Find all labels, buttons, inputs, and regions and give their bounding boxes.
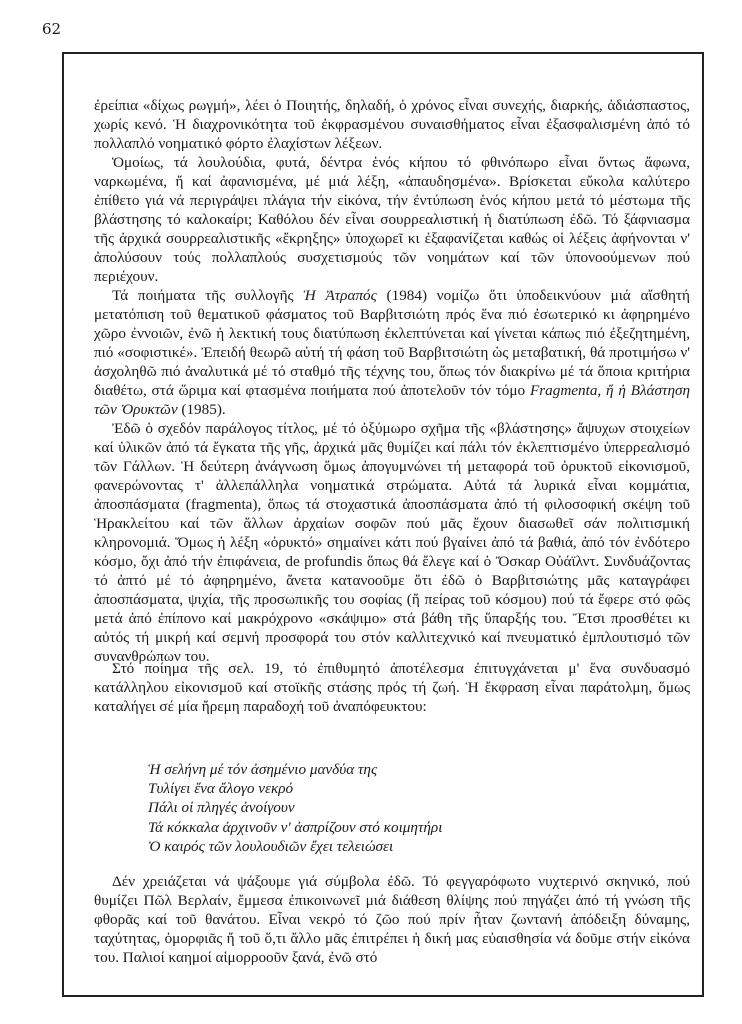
italic-title: Fragmenta, ἤ ἡ Βλάστηση τῶν Ὀρυκτῶν [94, 382, 690, 418]
poem-line: Ἡ σελήνη μέ τόν ἀσημένιο μανδύα της [148, 761, 378, 778]
body-paragraph [94, 286, 690, 419]
body-paragraph [94, 96, 690, 153]
text-run: Τά ποιήματα τῆς συλλογῆς [112, 287, 304, 304]
text-run: Ἐδῶ ὁ σχεδόν παράλογος τίτλος, μέ τό ὀξύμωρο σχῆμα τῆς «βλάστησης» ἄψυχων στοιχείων καί ὑλικῶν ἀπό τά ἔγκατα τῆς γῆς, ἀρχικά μᾶς θυμίζει καί πάλι τόν ἐκλεπτισμένο ὑπερρεαλισμό τῶν Γάλλων. Ἡ δεύτερη ἀνάγνωση ὅμως ἀπογυμνώνει τή μεταφορά τοῦ ὀρυκτοῦ εἰκονισμοῦ, φανερώνοντας τ' ἀλλεπάλληλα νοηματικά στρώματα. Αὐτά τά λυρικά εἶναι κομμάτια, ἀποσπάσματα (fragmenta), ὅπως τά στοχαστικά ἀποσπάσματα ἀπό τή φιλοσοφική σκέψη τοῦ Ἡρακλείτου καί τῶν ἄλλων ἀρχαίων σοφῶν πού μᾶς ἔχουν διασωθεῖ σάν πολιτισμική κληρονομιά. Ὅμως ἡ λέξη «ὀρυκτό» σημαίνει κάτι πού βγαίνει ἀπό τά βαθιά, ἀπό τόν ἐνδότερο κόσμο, ὄχι ἀπό τήν ἐπιφάνεια, de profundis ὅπως θά ἔλεγε καί ὁ Ὄσκαρ Οὐάϊλντ. Συνδυάζοντας τό ἀπτό μέ τό ἀφηρημένο, ἄνετα κατανοοῦμε ὅτι ἐδῶ ὁ Βαρβιτσιώτης μᾶς καταγράφει ἀποσπάσματα, ψιχία, τῆς προσωπικῆς του σοφίας (ἤ πείρας τοῦ κόσμου) πού τά ἔφερε στό φῶς μετά ἀπό ἐπίπονο καί μακρόχρονο «σκάψιμο» στά βάθη τῆς ὕπαρξής του. Ἔτσι προσθέτει κι αὐτός τή μικρή καί σεμνή προσφορά του στόν καλλιτεχνικό καί πνευματικό ἐμπλουτισμό τῶν συνανθρώπων του. [94, 420, 690, 665]
text-run: ἐρείπια «δίχως ρωγμή», λέει ὁ Ποιητής, δηλαδή, ὁ χρόνος εἶναι συνεχής, διαρκής, ἀδιάσπαστος, χωρίς κενό. Ἡ διαχρονικότητα τοῦ ἐκφρασμένου συναισθήματος εἶναι ἐξασφαλισμένη ἀπό τό πολλαπλό νοηματικό φόρτο ἐλαχίστων λέξεων. [94, 97, 690, 152]
body-paragraph [94, 419, 690, 666]
poem-line: Ὁ καιρός τῶν λουλουδιῶν ἔχει τελειώσει [148, 837, 394, 855]
poem-quote [148, 760, 442, 856]
poem-intro-block [94, 659, 690, 716]
italic-title: Ἡ Ἀτραπός [303, 287, 377, 304]
poem-line: Πάλι οἱ πληγές ἀνοίγουν [148, 799, 295, 817]
poem-line: Τυλίγει ἕνα ἄλογο νεκρό [148, 780, 294, 798]
poem-intro-paragraph: Στό ποίημα τῆς σελ. 19, τό ἐπιθυμητό ἀποτέλεσμα ἐπιτυγχάνεται μ' ἕνα συνδυασμό κατάλληλου εἰκονισμοῦ καί στοϊκῆς στάσης πρός τή ζωή. Ἡ ἔκφραση εἶναι παράτολμη, ὅμως καταλήγει σέ μία ἤρεμη παραδοχή τοῦ ἀναπόφευκτου: [94, 660, 690, 715]
after-poem-paragraph: Δέν χρειάζεται νά ψάξουμε γιά σύμβολα ἐδῶ. Τό φεγγαρόφωτο νυχτερινό σκηνικό, πού θυμίζει Πῶλ Βερλαίν, ἔμμεσα ἐπικοινωνεῖ μιά διάθεση θλίψης πού πηγάζει ἀπό τή γνώση τῆς φθορᾶς καί τοῦ θανάτου. Εἶναι νεκρό τό ζῶο πού πρίν ἦταν ζωντανή ἀπόδειξη δύναμης, ταχύτητας, ὀμορφιᾶς ἤ τοῦ ὅ,τι ἄλλο μᾶς ἐπιτρέπει ἡ δική μας εὐαισθησία νά δοῦμε στήν εἰκόνα του. Παλιοί καημοί αἱμορροοῦν ξανά, ἐνῶ στό [94, 873, 690, 966]
body-paragraph [94, 153, 690, 286]
text-run: Ὁμοίως, τά λουλούδια, φυτά, δέντρα ἑνός κήπου τό φθινόπωρο εἶναι ὄντως ἄφωνα, ναρκωμένα, ἤ καί ἀφανισμένα, μέ μιά λέξη, «ἀπαυδησμένα». Βρίσκεται εὔκολα καλύτερο ἐπίθετο γιά νά περιγράψει πλάγια τήν εἰκόνα, τήν ἐντύπωση ἑνός κήπου μετά τό μέστωμα τῆς βλάστησης τό καλοκαίρι; Καθόλου δέν εἶναι σουρρεαλιστική ἡ διατύπωση ἐδῶ. Τό ξάφνιασμα τῆς ἀρχικά σουρρεαλιστικῆς «ἔκρηξης» ὑποχωρεῖ κι ἐξαφανίζεται καθώς οἱ λέξεις ἀφήνονται ν' ἀπολύσουν τούς πολλαπλούς συσχετισμούς τῶν νοημάτων καί τῶν ὑπονοούμενων πού περιέχουν. [94, 154, 690, 285]
poem-line: Τά κόκκαλα ἀρχινοῦν ν' ἀσπρίζουν στό κοιμητήρι [148, 818, 443, 836]
text-run: (1984) νομίζω ὅτι ὑποδεικνύουν μιά αἴσθητή μετατόπιση τοῦ θεματικοῦ φάσματος τοῦ Βαρβιτσιώτη πρός ἕνα πιό ἐσωτερικό κι ἀφηρημένο χῶρο ἐννοιῶν, ἐνῶ ἡ λεκτική τους διατύπωση ἐκλεπτύνεται καί γίνεται κάπως πιό ἐξεζητημένη, πιό «σοφιστικέ». Ἐπειδή θεωρῶ αὐτή τή φάση τοῦ Βαρβιτσιώτη ὡς μεταβατική, θά προτιμήσω ν' ἀσχοληθῶ πιό ἀναλυτικά μέ τό σταθμό τῆς τέχνης του, ὅπως τόν διακρίνω μέ τά ὅποια κριτήρια διαθέτω, στά ὥριμα καί φτασμένα ποιήματα πού ἀποτελοῦν τόν τόμο [94, 287, 690, 399]
page-number: 62 [42, 20, 62, 38]
after-poem-block [94, 872, 690, 967]
text-run: (1985). [177, 401, 226, 418]
main-text-block [94, 96, 690, 666]
